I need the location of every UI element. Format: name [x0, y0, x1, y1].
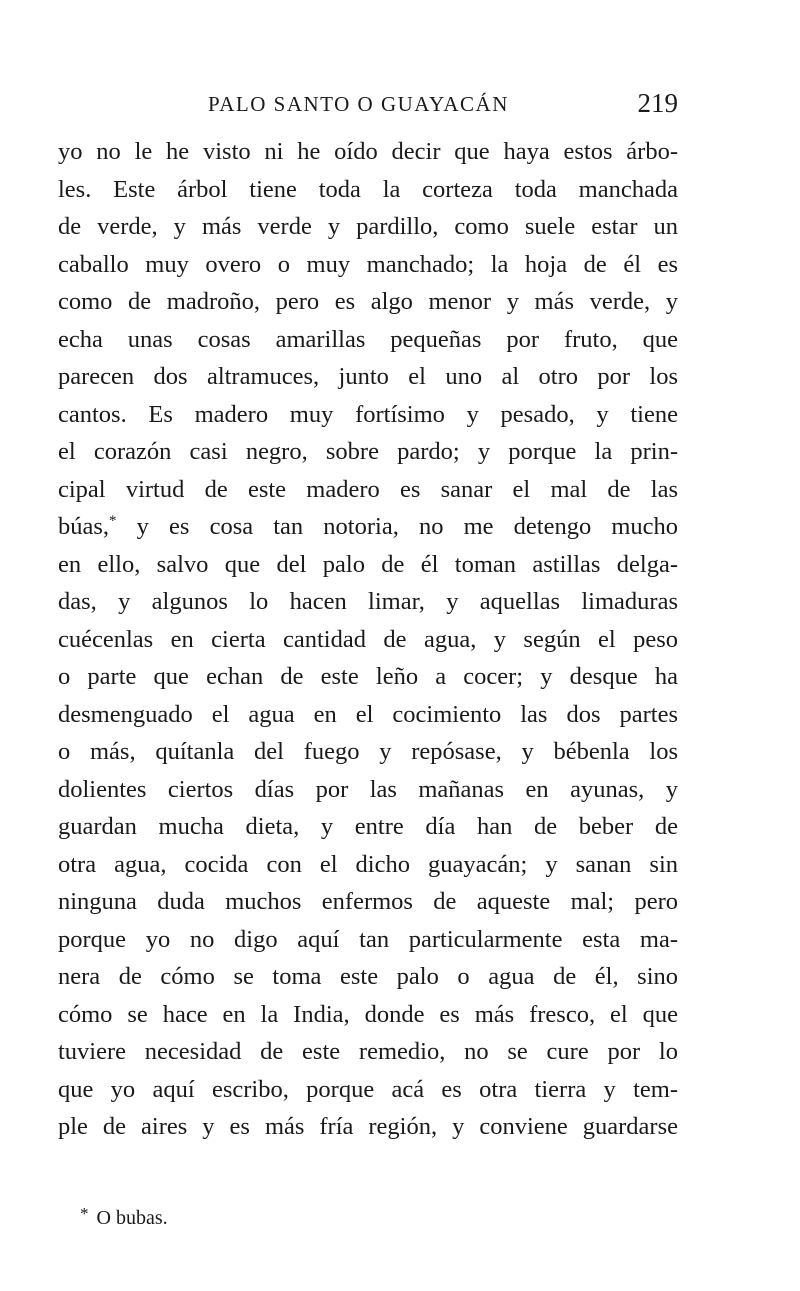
text-line: cómo se hace en la India, donde es más fresco, el que	[58, 1000, 678, 1028]
text-line-with-footnote	[58, 508, 678, 546]
text-line: yo no le he visto ni he oído decir que haya estos árbo-	[58, 138, 678, 165]
text-line: porque yo no digo aquí tan particularmente esta ma-	[58, 925, 678, 953]
text-line: cuécenlas en cierta cantidad de agua, y según el peso	[58, 625, 678, 653]
text-line: ple de aires y es más fría región, y conviene guardarse	[58, 1113, 678, 1140]
text-line: otra agua, cocida con el dicho guayacán; y sanan sin	[58, 850, 678, 878]
footnote-mark: *	[80, 1204, 89, 1223]
text-line: das, y algunos lo hacen limar, y aquellas limaduras	[58, 588, 678, 615]
text-line: guardan mucha dieta, y entre día han de beber de	[58, 813, 678, 840]
text-line: en ello, salvo que del palo de él toman astillas delga-	[58, 550, 678, 578]
text-line: cipal virtud de este madero es sanar el mal de las	[58, 475, 678, 503]
text-segment: búas,	[58, 513, 110, 540]
footnote-text: O bubas.	[96, 1207, 168, 1229]
text-line: cantos. Es madero muy fortísimo y pesado, y tiene	[58, 400, 678, 428]
text-line: desmenguado el agua en el cocimiento las dos partes	[58, 700, 678, 728]
text-line: nera de cómo se toma este palo o agua de él, sino	[58, 963, 678, 990]
text-line: el corazón casi negro, sobre pardo; y porque la prin-	[58, 438, 678, 465]
text-line: ninguna duda muchos enfermos de aqueste mal; pero	[58, 888, 678, 915]
text-line: de verde, y más verde y pardillo, como suele estar un	[58, 213, 678, 240]
running-title: PALO SANTO O GUAYACÁN	[208, 92, 509, 116]
text-line: caballo muy overo o muy manchado; la hoja de él es	[58, 250, 678, 278]
text-line: echa unas cosas amarillas pequeñas por fruto, que	[58, 325, 678, 353]
page-number: 219	[637, 88, 678, 118]
text-line: tuviere necesidad de este remedio, no se cure por lo	[58, 1038, 678, 1065]
text-line: dolientes ciertos días por las mañanas en ayunas, y	[58, 775, 678, 803]
text-segment: y es cosa tan notoria, no me detengo mucho	[116, 513, 678, 540]
text-line: como de madroño, pero es algo menor y más verde, y	[58, 288, 678, 315]
footnote-reference[interactable]: *	[109, 513, 117, 529]
text-line: o parte que echan de este leño a cocer; y desque ha	[58, 663, 678, 690]
text-line: o más, quítanla del fuego y repósase, y bébenla los	[58, 738, 678, 765]
body-text	[58, 133, 678, 1146]
text-line: parecen dos altramuces, junto el uno al otro por los	[58, 363, 678, 390]
page-header	[208, 88, 678, 128]
text-line: les. Este árbol tiene toda la corteza toda manchada	[58, 175, 678, 203]
footnote	[80, 1204, 168, 1230]
text-line: que yo aquí escribo, porque acá es otra tierra y tem-	[58, 1075, 678, 1103]
